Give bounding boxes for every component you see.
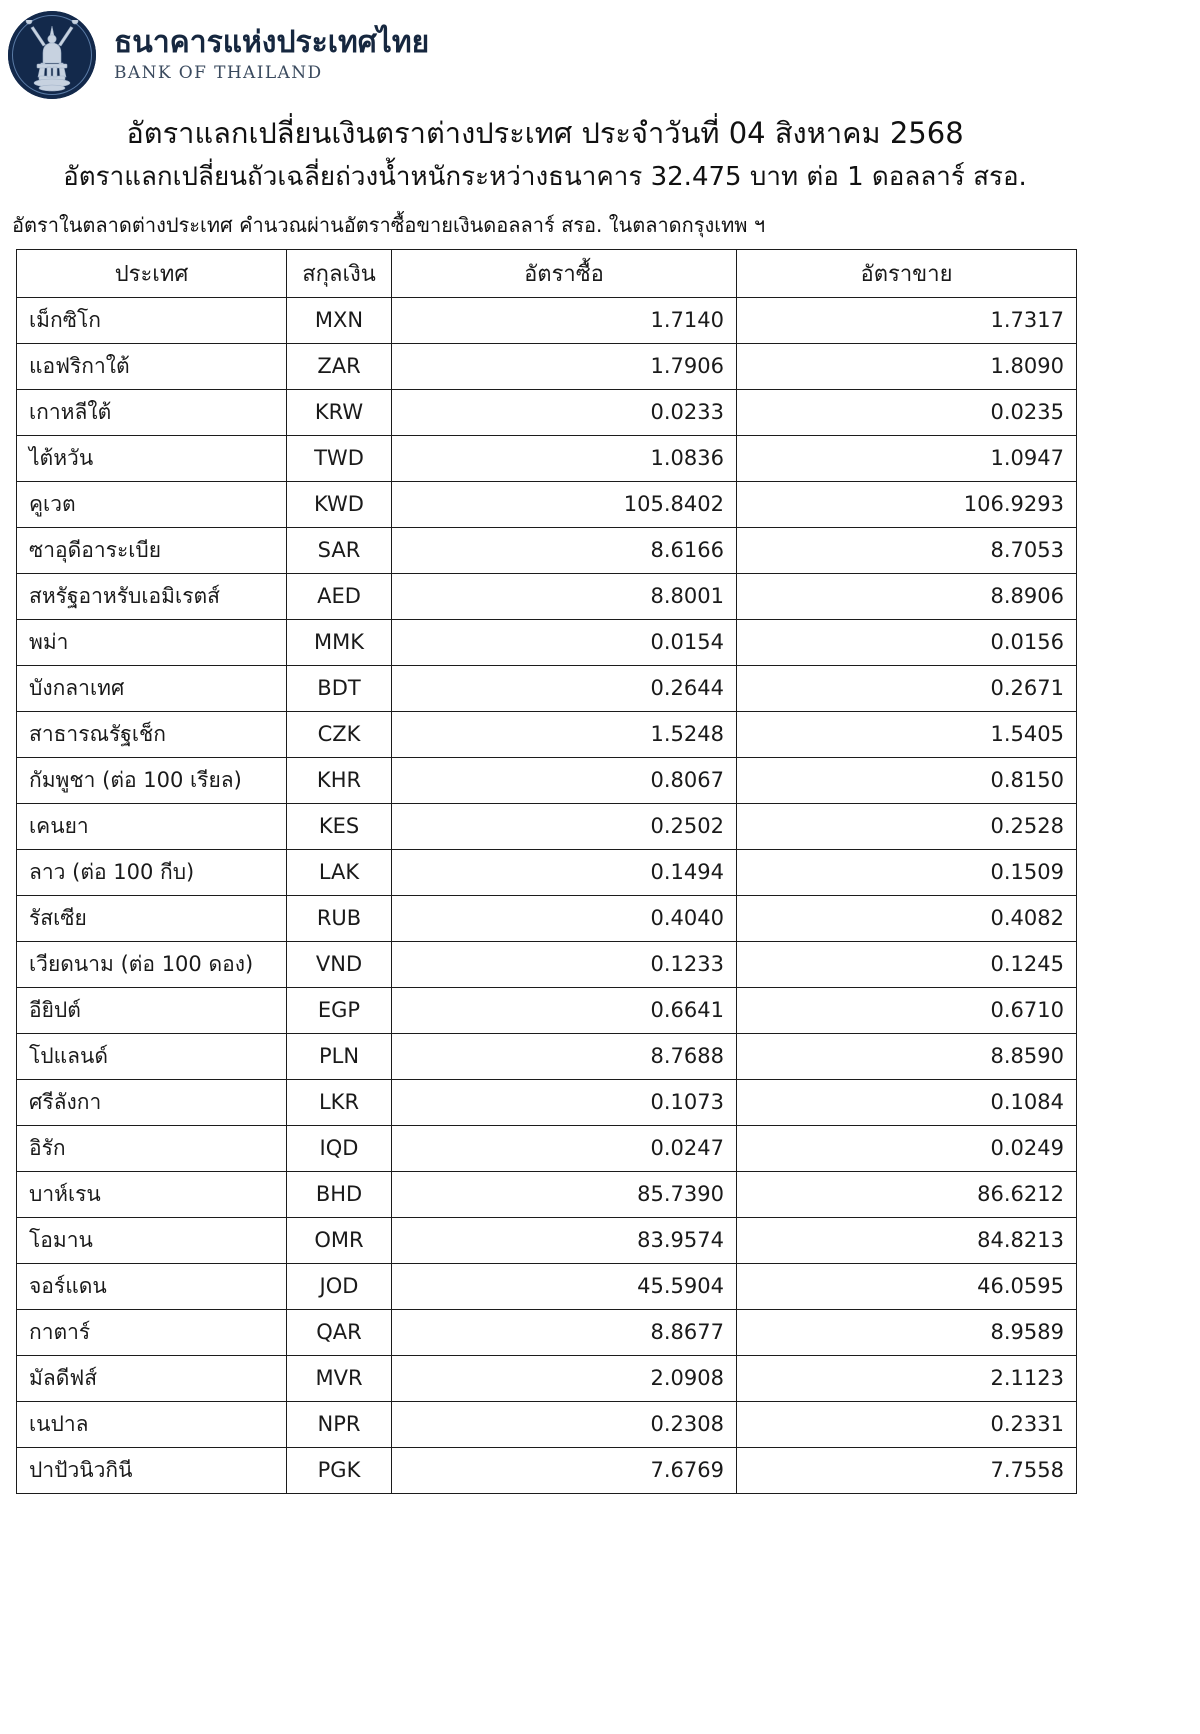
table-row bbox=[17, 619, 1077, 665]
cell-sell-rate: 0.2671 bbox=[737, 665, 1077, 711]
cell-currency: KWD bbox=[287, 481, 392, 527]
table-row bbox=[17, 1079, 1077, 1125]
cell-currency: VND bbox=[287, 941, 392, 987]
cell-buy-rate: 1.5248 bbox=[392, 711, 737, 757]
seal-deity-figure-icon bbox=[19, 20, 85, 92]
cell-country: โปแลนด์ bbox=[17, 1033, 287, 1079]
cell-country: ซาอุดีอาระเบีย bbox=[17, 527, 287, 573]
cell-buy-rate: 8.7688 bbox=[392, 1033, 737, 1079]
cell-buy-rate: 45.5904 bbox=[392, 1263, 737, 1309]
cell-sell-rate: 8.9589 bbox=[737, 1309, 1077, 1355]
cell-country: สหรัฐอาหรับเอมิเรตส์ bbox=[17, 573, 287, 619]
cell-sell-rate: 0.6710 bbox=[737, 987, 1077, 1033]
cell-buy-rate: 85.7390 bbox=[392, 1171, 737, 1217]
cell-sell-rate: 46.0595 bbox=[737, 1263, 1077, 1309]
cell-buy-rate: 8.8677 bbox=[392, 1309, 737, 1355]
brand-name-english: BANK OF THAILAND bbox=[114, 63, 323, 83]
cell-country: โอมาน bbox=[17, 1217, 287, 1263]
cell-sell-rate: 0.1245 bbox=[737, 941, 1077, 987]
cell-sell-rate: 0.1084 bbox=[737, 1079, 1077, 1125]
table-row bbox=[17, 573, 1077, 619]
cell-buy-rate: 0.8067 bbox=[392, 757, 737, 803]
cell-sell-rate: 8.7053 bbox=[737, 527, 1077, 573]
column-header-buy-rate: อัตราซื้อ bbox=[392, 249, 737, 297]
column-header-sell-rate: อัตราขาย bbox=[737, 249, 1077, 297]
table-row bbox=[17, 527, 1077, 573]
cell-currency: TWD bbox=[287, 435, 392, 481]
page-subtitle: อัตราแลกเปลี่ยนถัวเฉลี่ยถ่วงน้ำหนักระหว่างธนาคาร 32.475 บาท ต่อ 1 ดอลลาร์ สรอ. bbox=[63, 162, 1027, 193]
cell-buy-rate: 105.8402 bbox=[392, 481, 737, 527]
cell-country: แอฟริกาใต้ bbox=[17, 343, 287, 389]
column-header-currency: สกุลเงิน bbox=[287, 249, 392, 297]
brand-block bbox=[114, 25, 430, 83]
cell-currency: ZAR bbox=[287, 343, 392, 389]
cell-buy-rate: 0.4040 bbox=[392, 895, 737, 941]
cell-country: อิรัก bbox=[17, 1125, 287, 1171]
cell-sell-rate: 1.7317 bbox=[737, 297, 1077, 343]
cell-currency: KES bbox=[287, 803, 392, 849]
cell-country: รัสเซีย bbox=[17, 895, 287, 941]
cell-buy-rate: 1.7906 bbox=[392, 343, 737, 389]
cell-country: เวียดนาม (ต่อ 100 ดอง) bbox=[17, 941, 287, 987]
table-row bbox=[17, 987, 1077, 1033]
table-row bbox=[17, 1171, 1077, 1217]
cell-buy-rate: 2.0908 bbox=[392, 1355, 737, 1401]
cell-currency: MXN bbox=[287, 297, 392, 343]
cell-buy-rate: 0.0247 bbox=[392, 1125, 737, 1171]
cell-buy-rate: 0.1233 bbox=[392, 941, 737, 987]
cell-currency: RUB bbox=[287, 895, 392, 941]
cell-currency: OMR bbox=[287, 1217, 392, 1263]
cell-buy-rate: 7.6769 bbox=[392, 1447, 737, 1493]
cell-buy-rate: 1.0836 bbox=[392, 435, 737, 481]
cell-sell-rate: 106.9293 bbox=[737, 481, 1077, 527]
cell-currency: JOD bbox=[287, 1263, 392, 1309]
column-header-country: ประเทศ bbox=[17, 249, 287, 297]
cell-currency: MVR bbox=[287, 1355, 392, 1401]
cell-currency: QAR bbox=[287, 1309, 392, 1355]
cell-buy-rate: 0.2308 bbox=[392, 1401, 737, 1447]
cell-buy-rate: 0.0154 bbox=[392, 619, 737, 665]
cell-country: อียิปต์ bbox=[17, 987, 287, 1033]
cell-sell-rate: 1.0947 bbox=[737, 435, 1077, 481]
cell-country: ปาปัวนิวกินี bbox=[17, 1447, 287, 1493]
cell-sell-rate: 1.5405 bbox=[737, 711, 1077, 757]
table-row bbox=[17, 297, 1077, 343]
cell-country: สาธารณรัฐเช็ก bbox=[17, 711, 287, 757]
cell-sell-rate: 84.8213 bbox=[737, 1217, 1077, 1263]
cell-currency: IQD bbox=[287, 1125, 392, 1171]
cell-country: เคนยา bbox=[17, 803, 287, 849]
table-row bbox=[17, 1263, 1077, 1309]
cell-buy-rate: 8.6166 bbox=[392, 527, 737, 573]
table-row bbox=[17, 1447, 1077, 1493]
table-row bbox=[17, 941, 1077, 987]
table-row bbox=[17, 343, 1077, 389]
cell-buy-rate: 8.8001 bbox=[392, 573, 737, 619]
cell-buy-rate: 83.9574 bbox=[392, 1217, 737, 1263]
table-row bbox=[17, 1125, 1077, 1171]
table-row bbox=[17, 481, 1077, 527]
cell-currency: KRW bbox=[287, 389, 392, 435]
cell-buy-rate: 0.2644 bbox=[392, 665, 737, 711]
cell-currency: PLN bbox=[287, 1033, 392, 1079]
cell-country: บังกลาเทศ bbox=[17, 665, 287, 711]
cell-sell-rate: 0.0249 bbox=[737, 1125, 1077, 1171]
table-header-row bbox=[17, 249, 1077, 297]
cell-buy-rate: 0.6641 bbox=[392, 987, 737, 1033]
cell-country: ลาว (ต่อ 100 กีบ) bbox=[17, 849, 287, 895]
cell-country: ศรีลังกา bbox=[17, 1079, 287, 1125]
cell-currency: PGK bbox=[287, 1447, 392, 1493]
table-row bbox=[17, 1217, 1077, 1263]
cell-sell-rate: 0.0156 bbox=[737, 619, 1077, 665]
table-row bbox=[17, 849, 1077, 895]
cell-sell-rate: 8.8906 bbox=[737, 573, 1077, 619]
cell-sell-rate: 7.7558 bbox=[737, 1447, 1077, 1493]
cell-country: คูเวต bbox=[17, 481, 287, 527]
page-header bbox=[0, 0, 1200, 100]
cell-sell-rate: 1.8090 bbox=[737, 343, 1077, 389]
cell-country: กาตาร์ bbox=[17, 1309, 287, 1355]
page-title: อัตราแลกเปลี่ยนเงินตราต่างประเทศ ประจำวันที่ 04 สิงหาคม 2568 bbox=[126, 116, 964, 150]
cell-buy-rate: 0.1494 bbox=[392, 849, 737, 895]
table-row bbox=[17, 1355, 1077, 1401]
cell-currency: EGP bbox=[287, 987, 392, 1033]
page-note: อัตราในตลาดต่างประเทศ คำนวณผ่านอัตราซื้อขายเงินดอลลาร์ สรอ. ในตลาดกรุงเทพ ฯ bbox=[12, 212, 766, 237]
cell-currency: NPR bbox=[287, 1401, 392, 1447]
cell-currency: MMK bbox=[287, 619, 392, 665]
cell-currency: CZK bbox=[287, 711, 392, 757]
title-block bbox=[0, 100, 1200, 197]
cell-buy-rate: 0.2502 bbox=[392, 803, 737, 849]
cell-country: บาห์เรน bbox=[17, 1171, 287, 1217]
table-row bbox=[17, 895, 1077, 941]
table-row bbox=[17, 757, 1077, 803]
cell-sell-rate: 0.4082 bbox=[737, 895, 1077, 941]
cell-buy-rate: 0.0233 bbox=[392, 389, 737, 435]
cell-currency: BHD bbox=[287, 1171, 392, 1217]
cell-sell-rate: 8.8590 bbox=[737, 1033, 1077, 1079]
cell-sell-rate: 0.2331 bbox=[737, 1401, 1077, 1447]
table-header bbox=[17, 249, 1077, 297]
table-row bbox=[17, 711, 1077, 757]
cell-country: เนปาล bbox=[17, 1401, 287, 1447]
cell-sell-rate: 0.2528 bbox=[737, 803, 1077, 849]
table-row bbox=[17, 1401, 1077, 1447]
cell-sell-rate: 86.6212 bbox=[737, 1171, 1077, 1217]
table-body bbox=[17, 297, 1077, 1493]
cell-sell-rate: 2.1123 bbox=[737, 1355, 1077, 1401]
cell-country: มัลดีฟส์ bbox=[17, 1355, 287, 1401]
table-row bbox=[17, 1033, 1077, 1079]
cell-sell-rate: 0.1509 bbox=[737, 849, 1077, 895]
table-row bbox=[17, 389, 1077, 435]
cell-country: เม็กซิโก bbox=[17, 297, 287, 343]
exchange-rates-table bbox=[16, 249, 1077, 1494]
bank-of-thailand-seal-icon bbox=[8, 11, 96, 99]
cell-currency: BDT bbox=[287, 665, 392, 711]
cell-currency: LAK bbox=[287, 849, 392, 895]
cell-sell-rate: 0.8150 bbox=[737, 757, 1077, 803]
cell-country: พม่า bbox=[17, 619, 287, 665]
cell-country: เกาหลีใต้ bbox=[17, 389, 287, 435]
cell-currency: AED bbox=[287, 573, 392, 619]
cell-currency: LKR bbox=[287, 1079, 392, 1125]
cell-currency: KHR bbox=[287, 757, 392, 803]
cell-country: จอร์แดน bbox=[17, 1263, 287, 1309]
cell-country: กัมพูชา (ต่อ 100 เรียล) bbox=[17, 757, 287, 803]
table-row bbox=[17, 435, 1077, 481]
cell-country: ไต้หวัน bbox=[17, 435, 287, 481]
table-row bbox=[17, 665, 1077, 711]
cell-sell-rate: 0.0235 bbox=[737, 389, 1077, 435]
rates-table-container bbox=[0, 249, 1200, 1494]
brand-name-thai: ธนาคารแห่งประเทศไทย bbox=[114, 25, 430, 60]
cell-currency: SAR bbox=[287, 527, 392, 573]
cell-buy-rate: 0.1073 bbox=[392, 1079, 737, 1125]
table-row bbox=[17, 803, 1077, 849]
table-row bbox=[17, 1309, 1077, 1355]
cell-buy-rate: 1.7140 bbox=[392, 297, 737, 343]
